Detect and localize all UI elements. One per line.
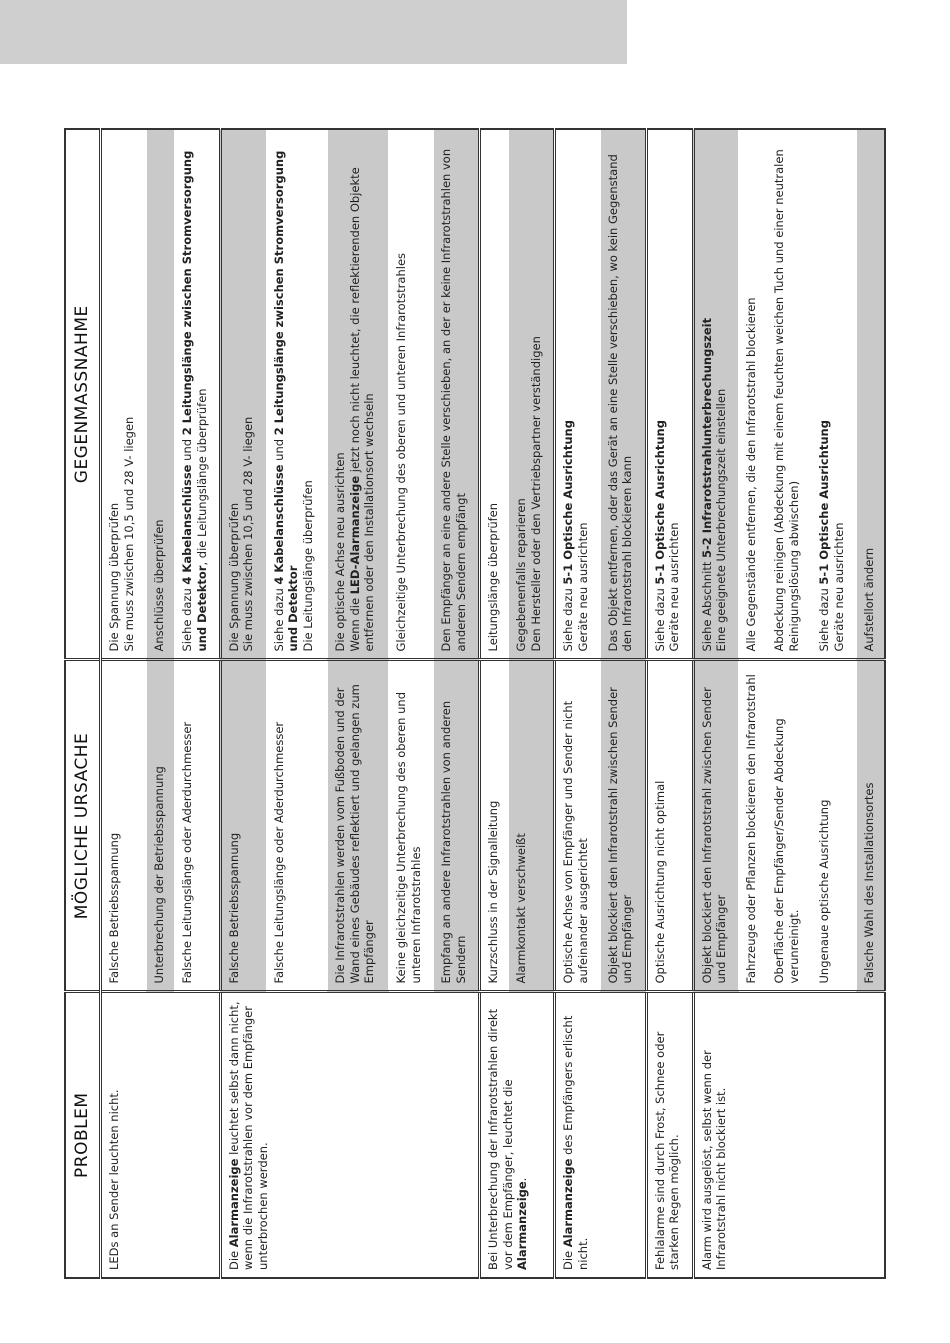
table-row — [693, 129, 739, 1278]
troubleshooting-table — [64, 128, 886, 1279]
cause-cell: Die Infrarotstrahlen werden vom Fußboden und der Wand eines Gebäudes reflektiert und gelangen zum Empfänger — [327, 660, 388, 992]
header-problem: PROBLEM — [65, 992, 101, 1278]
remedy-cell: Siehe dazu 5-1 Optische Ausrichtung Geräte neu ausrichten — [812, 129, 857, 660]
header-cause: MÖGLICHE URSACHE — [65, 660, 101, 992]
remedy-cell: Das Objekt entfernen, oder das Gerät an eine Stelle verschieben, wo kein Gegenstand den Infrarotstrahl blockieren kann — [600, 129, 646, 660]
problem-cell: Die Alarmanzeige des Empfängers erlischt nicht. — [554, 992, 646, 1278]
cause-cell: Falsche Leitungslänge oder Aderdurchmesser — [266, 660, 327, 992]
cause-cell: Optische Ausrichtung nicht optimal — [646, 660, 693, 992]
cause-cell: Ungenaue optische Ausrichtung — [812, 660, 857, 992]
remedy-cell: Abdeckung reinigen (Abdeckung mit einem feuchten weichen Tuch und einer neutralen Reinigungslösung abwischen) — [767, 129, 812, 660]
remedy-cell: Siehe dazu 4 Kabelanschlüsse und 2 Leitungslänge zwischen Stromversorgung und Detektor Die Leitungslänge überprüfen — [266, 129, 327, 660]
problem-cell: LEDs an Sender leuchten nicht. — [101, 992, 221, 1278]
header-bar — [0, 0, 627, 64]
table-row — [646, 129, 693, 1278]
table-row — [220, 129, 266, 1278]
cause-cell: Falsche Betriebsspannung — [220, 660, 266, 992]
cause-cell: Keine gleichzeitige Unterbrechung des oberen und unteren Infrarotstrahles — [389, 660, 434, 992]
remedy-cell: Alle Gegenstände entfernen, die den Infrarotstrahl blockieren — [739, 129, 767, 660]
table-row — [479, 129, 508, 1278]
remedy-cell: Die Spannung überprüfen Sie muss zwischen 10,5 und 28 V- liegen — [220, 129, 266, 660]
remedy-cell: Siehe dazu 5-1 Optische Ausrichtung Geräte neu ausrichten — [646, 129, 693, 660]
remedy-cell: Die Spannung überprüfen Sie muss zwischen 10,5 und 28 V- liegen — [101, 129, 147, 660]
problem-cell: Alarm wird ausgelöst, selbst wenn der Infrarotstrahl nicht blockiert ist. — [693, 992, 885, 1278]
header-remedy: GEGENMASSNAHME — [65, 129, 101, 660]
cause-cell: Alarmkontakt verschweißt — [509, 660, 555, 992]
remedy-cell: Siehe dazu 4 Kabelanschlüsse und 2 Leitungslänge zwischen Stromversorgung und Detektor, die Leitungslänge überprüfen — [174, 129, 220, 660]
troubleshooting-table-wrapper — [64, 130, 886, 1279]
table-row — [101, 129, 147, 1278]
cause-cell: Falsche Leitungslänge oder Aderdurchmesser — [174, 660, 220, 992]
remedy-cell: Aufstellort ändern — [856, 129, 885, 660]
remedy-cell: Leitungslänge überprüfen — [479, 129, 508, 660]
remedy-cell: Die optische Achse neu ausrichten Wenn die LED-Alarmanzeige jetzt noch nicht leuchtet, die reflektierenden Objekte entfernen oder den Installationsort wechseln — [327, 129, 388, 660]
remedy-cell: Siehe dazu 5-1 Optische Ausrichtung Geräte neu ausrichten — [554, 129, 600, 660]
remedy-cell: Gleichzeitige Unterbrechung des oberen und unteren Infrarotstrahles — [389, 129, 434, 660]
cause-cell: Oberfläche der Empfänger/Sender Abdeckung verunreinigt. — [767, 660, 812, 992]
cause-cell: Optische Achse von Empfänger und Sender nicht aufeinander ausgerichtet — [554, 660, 600, 992]
cause-cell: Objekt blockiert den Infrarotstrahl zwischen Sender und Empfänger — [693, 660, 739, 992]
remedy-cell: Gegebenenfalls reparieren Den Hersteller oder den Vertriebspartner verständigen — [509, 129, 555, 660]
problem-cell: Fehlalarme sind durch Frost, Schnee oder starken Regen möglich. — [646, 992, 693, 1278]
cause-cell: Empfang an andere Infrarotstrahlen von anderen Sendern — [434, 660, 480, 992]
cause-cell: Fahrzeuge oder Pflanzen blockieren den Infrarotstrahl — [739, 660, 767, 992]
problem-cell: Bei Unterbrechung der Infrarotstrahlen direkt vor dem Empfänger, leuchtet die Alarmanzeige. — [479, 992, 554, 1278]
cause-cell: Kurzschluss in der Signalleitung — [479, 660, 508, 992]
problem-cell: Die Alarmanzeige leuchtet selbst dann nicht, wenn die Infrarotstrahlen vor dem Empfänger unterbrochen werden. — [220, 992, 479, 1278]
table-body — [101, 129, 886, 1278]
cause-cell: Falsche Wahl des Installationsortes — [856, 660, 885, 992]
remedy-cell: Den Empfänger an eine andere Stelle verschieben, an der er keine Infrarotstrahlen von anderen Sendern empfängt — [434, 129, 480, 660]
remedy-cell: Siehe Abschnitt 5-2 Infrarotstrahlunterbrechungszeit Eine geeignete Unterbrechungszeit einstellen — [693, 129, 739, 660]
table-row — [554, 129, 600, 1278]
cause-cell: Unterbrechung der Betriebsspannung — [146, 660, 174, 992]
remedy-cell: Anschlüsse überprüfen — [146, 129, 174, 660]
cause-cell: Falsche Betriebsspannung — [101, 660, 147, 992]
cause-cell: Objekt blockiert den Infrarotstrahl zwischen Sender und Empfänger — [600, 660, 646, 992]
